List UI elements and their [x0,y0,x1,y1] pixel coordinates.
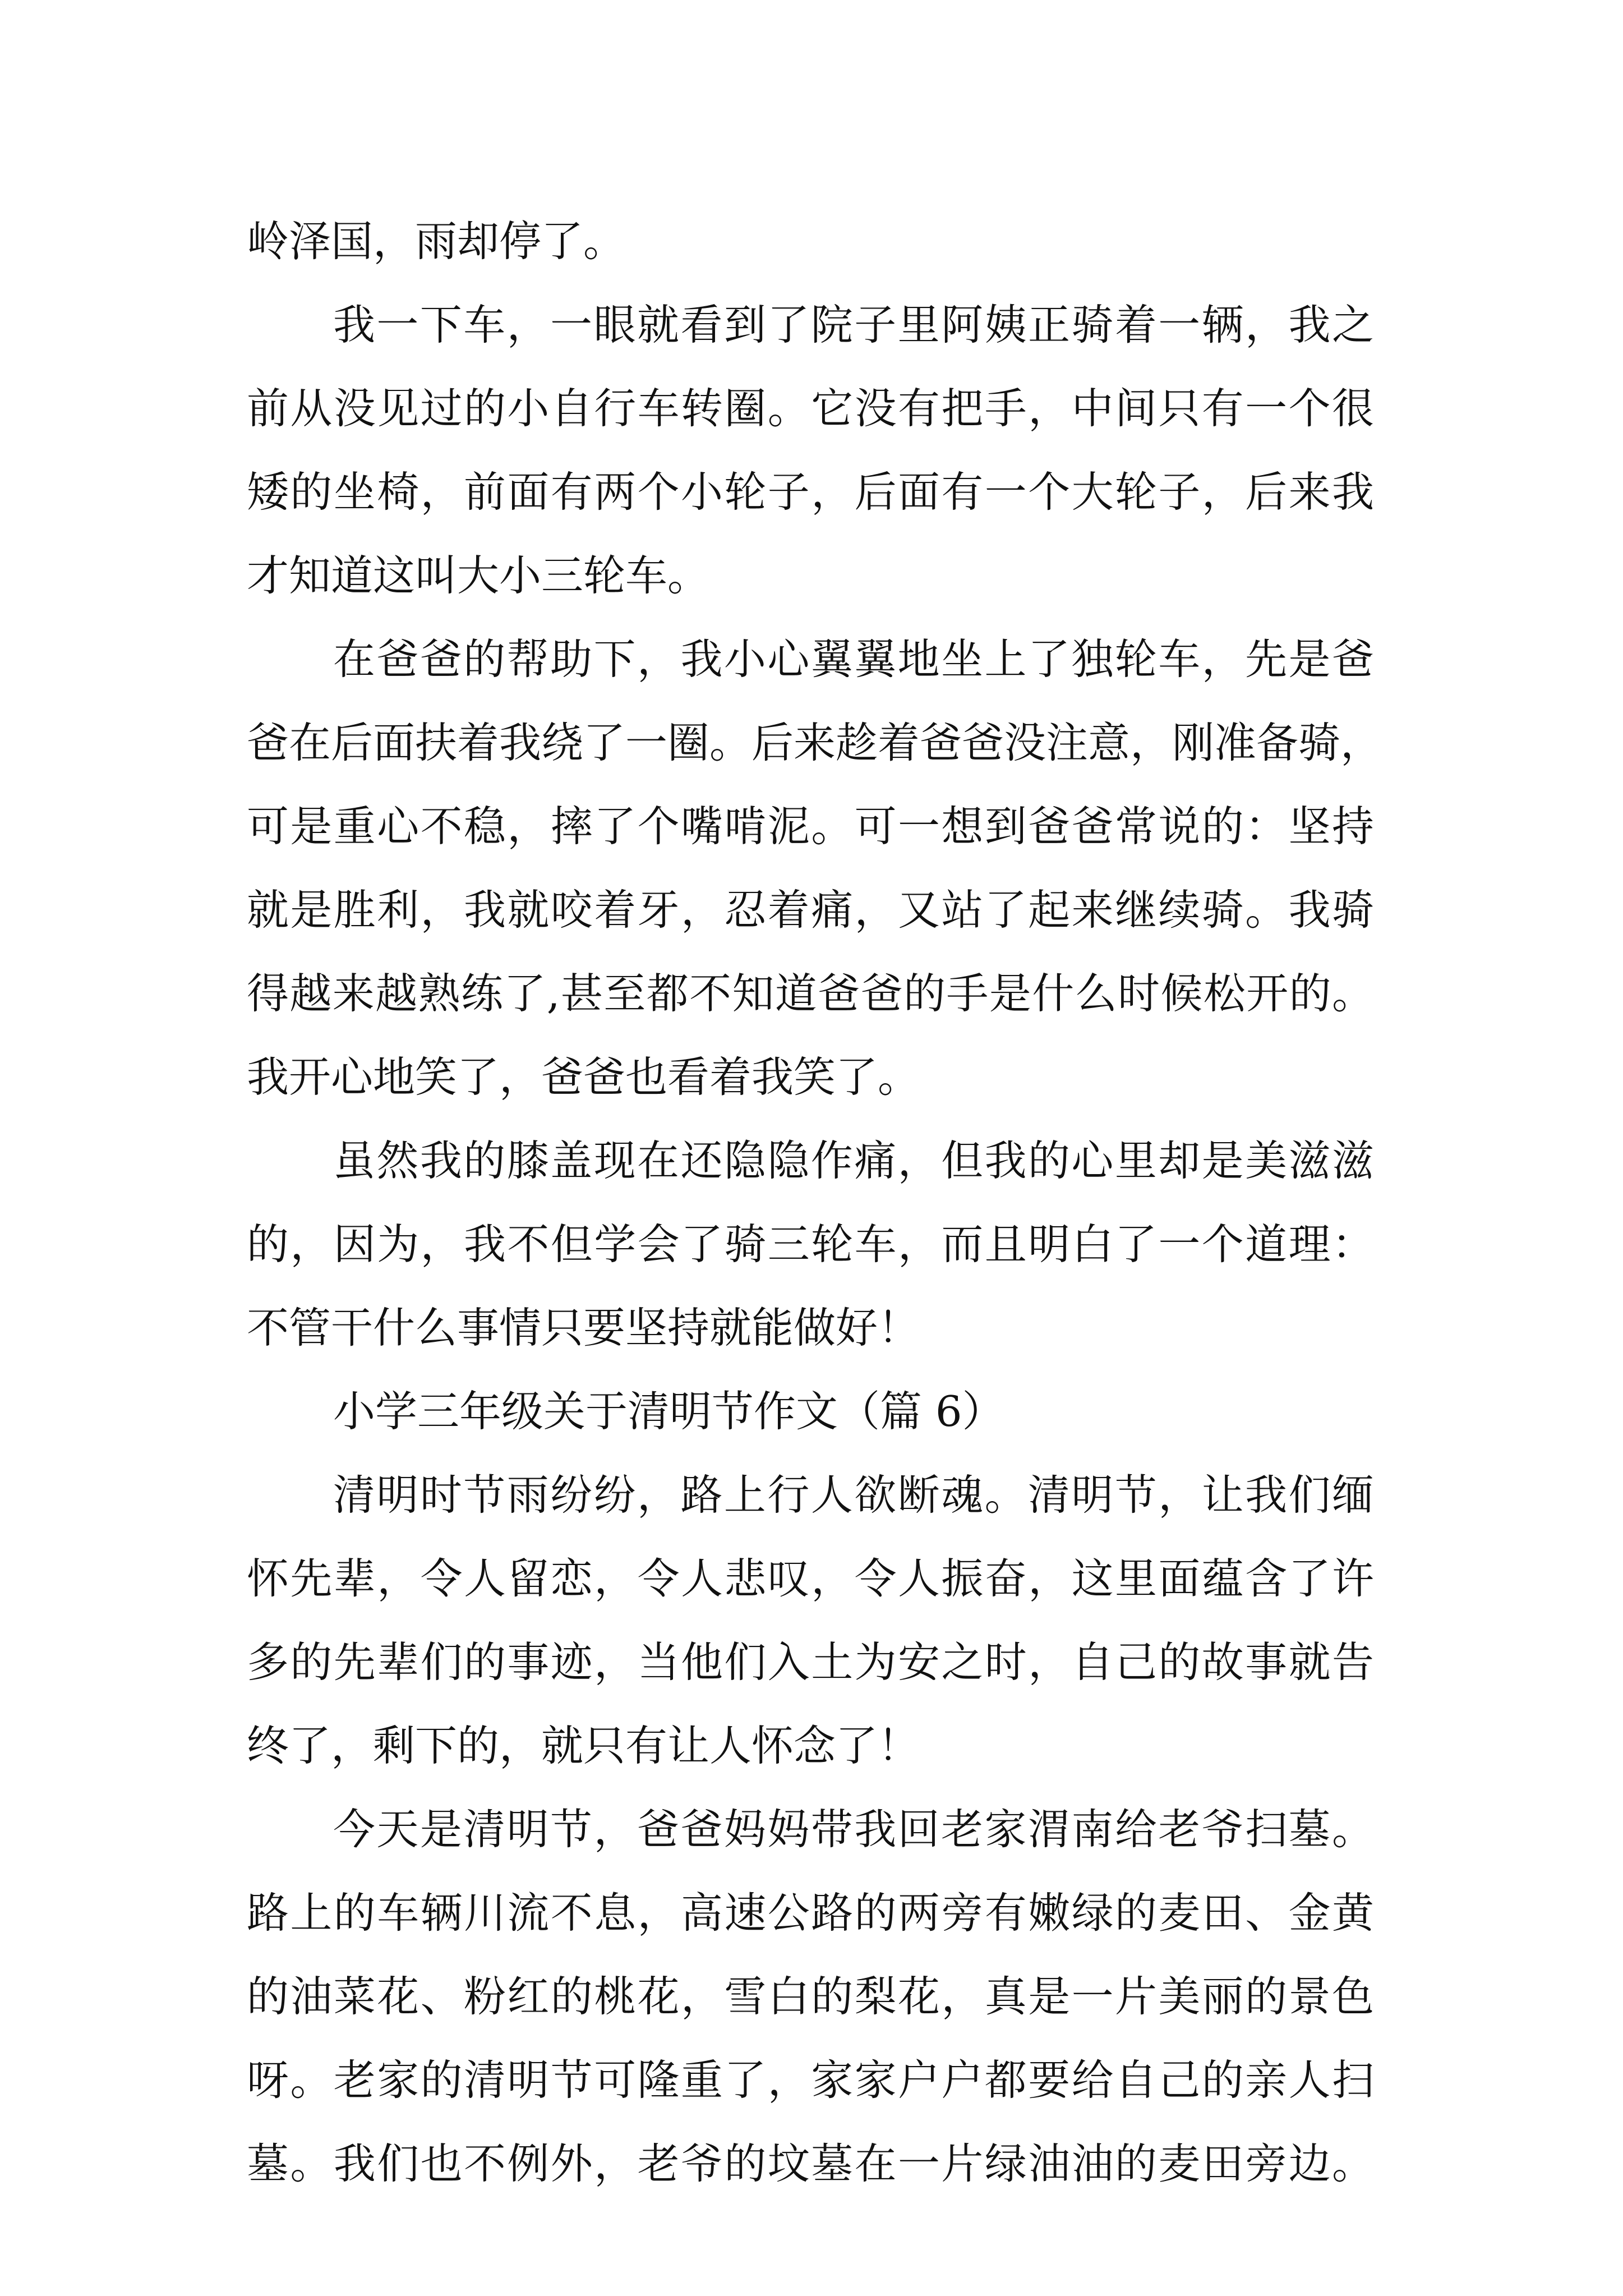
document-body [247,200,1383,2206]
text-line: 岭泽国，雨却停了。 [247,217,626,266]
text-line: 得越来越熟练了,甚至都不知道爸爸的手是什么时候松开的。 [247,969,1374,1018]
text-line: 矮的坐椅，前面有两个小轮子，后面有一个大轮子，后来我 [247,467,1374,517]
text-line: 我开心地笑了，爸爸也看着我笑了。 [247,1052,920,1102]
text-line: 可是重心不稳，摔了个嘴啃泥。可一想到爸爸常说的：坚持 [247,802,1374,851]
text-line: 多的先辈们的事迹，当他们入土为安之时，自己的故事就告 [247,1637,1374,1687]
text-line: 终了，剩下的，就只有让人怀念了！ [247,1721,920,1770]
text-line: 我一下车，一眼就看到了院子里阿姨正骑着一辆，我之 [333,300,1374,349]
text-line: 路上的车辆川流不息，高速公路的两旁有嫩绿的麦田、金黄 [247,1888,1374,1938]
text-line: 前从没见过的小自行车转圈。它没有把手，中间只有一个很 [247,384,1374,433]
text-line: 的，因为，我不但学会了骑三轮车，而且明白了一个道理： [247,1220,1374,1269]
text-line: 清明时节雨纷纷，路上行人欲断魂。清明节，让我们缅 [333,1470,1374,1520]
text-line: 就是胜利，我就咬着牙，忍着痛，又站了起来继续骑。我骑 [247,885,1374,935]
text-line: 的油菜花、粉红的桃花，雪白的梨花，真是一片美丽的景色 [247,1972,1374,2021]
text-line: 小学三年级关于清明节作文（篇 6） [333,1387,1004,1436]
text-line: 爸在后面扶着我绕了一圈。后来趁着爸爸没注意，刚准备骑， [247,718,1383,767]
text-line: 才知道这叫大小三轮车。 [247,551,710,600]
text-line: 怀先辈，令人留恋，令人悲叹，令人振奋，这里面蕴含了许 [247,1554,1374,1603]
text-line: 在爸爸的帮助下，我小心翼翼地坐上了独轮车，先是爸 [333,634,1374,684]
text-line: 虽然我的膝盖现在还隐隐作痛，但我的心里却是美滋滋 [333,1136,1374,1185]
text-line: 墓。我们也不例外，老爷的坟墓在一片绿油油的麦田旁边。 [247,2139,1374,2188]
text-line: 今天是清明节，爸爸妈妈带我回老家渭南给老爷扫墓。 [333,1805,1374,1854]
text-line: 不管干什么事情只要坚持就能做好！ [247,1303,920,1352]
text-line: 呀。老家的清明节可隆重了，家家户户都要给自己的亲人扫 [247,2055,1374,2105]
